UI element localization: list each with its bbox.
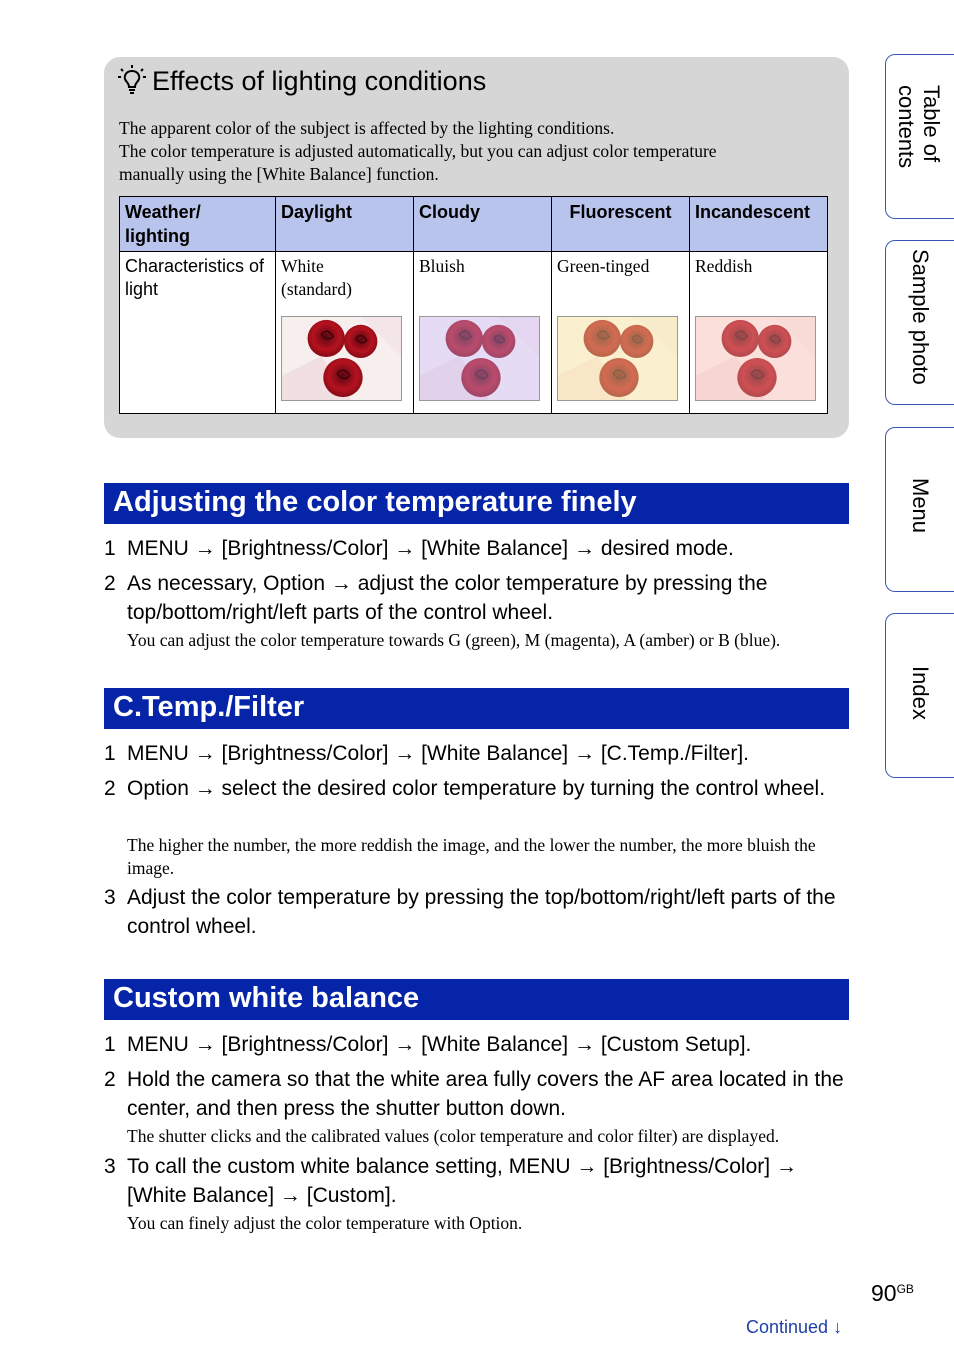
s2-step-1	[104, 739, 849, 768]
header-daylight: Daylight	[276, 197, 414, 252]
cell-cloudy-text: Bluish	[419, 256, 465, 276]
step-number: 2	[104, 777, 116, 800]
s2-step-2	[104, 774, 849, 803]
rose-photo-fluorescent	[557, 316, 678, 401]
tip-text	[119, 117, 819, 186]
cell-incandescent	[690, 252, 828, 414]
s1-note: You can adjust the color temperature towards G (green), M (magenta), A (amber) or B (blue).	[127, 630, 781, 650]
step-text: MENU → [Brightness/Color] → [White Balance] → [C.Temp./Filter].	[127, 742, 750, 765]
section-title-custom: Custom white balance	[104, 979, 849, 1020]
rose-photo-incandescent	[695, 316, 816, 401]
page-number-suffix: GB	[896, 1282, 914, 1296]
lighting-table	[119, 196, 828, 414]
s3-step-3	[104, 1152, 849, 1210]
step-text: MENU → [Brightness/Color] → [White Balance] → desired mode.	[127, 537, 734, 560]
step-number: 2	[104, 572, 116, 595]
rose-photo-cloudy	[419, 316, 540, 401]
tab-table-of-contents[interactable]	[885, 54, 954, 219]
s3-step-2	[104, 1065, 849, 1123]
header-fluorescent: Fluorescent	[552, 197, 690, 252]
step-text: As necessary, Option → adjust the color temperature by pressing the top/bottom/right/left parts of the control wheel.	[127, 572, 768, 624]
s3-note-3: You can finely adjust the color temperature with Option.	[127, 1213, 523, 1233]
tip-title-text: Effects of lighting conditions	[152, 65, 487, 96]
section-title-adjusting: Adjusting the color temperature finely	[104, 483, 849, 524]
header-cloudy: Cloudy	[414, 197, 552, 252]
row-label: Characteristics of light	[120, 252, 276, 414]
cell-fluorescent-text: Green-tinged	[557, 256, 650, 276]
s1-step-1	[104, 534, 849, 563]
s3-note-2: The shutter clicks and the calibrated values (color temperature and color filter) are displayed.	[127, 1126, 780, 1146]
lightbulb-icon	[118, 65, 146, 97]
tip-line-1: The apparent color of the subject is affected by the lighting conditions.	[119, 118, 615, 138]
table-header-row	[120, 197, 828, 252]
page-number	[871, 1280, 914, 1307]
tip-box	[104, 57, 849, 438]
tab-label: Sample photo	[908, 249, 933, 385]
tip-title	[118, 65, 486, 97]
step-text: Hold the camera so that the white area fully covers the AF area located in the center, and then press the shutter button down.	[127, 1068, 844, 1120]
step-number: 3	[104, 1155, 116, 1178]
s3-step-1	[104, 1030, 849, 1059]
table-row	[120, 252, 828, 414]
tab-label: Index	[908, 666, 933, 720]
tip-line-2: The color temperature is adjusted automatically, but you can adjust color temperature	[119, 141, 717, 161]
step-number: 1	[104, 1033, 116, 1056]
tip-line-3: manually using the [White Balance] function.	[119, 164, 439, 184]
s1-step-2	[104, 569, 849, 627]
tab-menu[interactable]	[885, 427, 954, 592]
header-incandescent: Incandescent	[690, 197, 828, 252]
cell-cloudy	[414, 252, 552, 414]
step-text: Adjust the color temperature by pressing the top/bottom/right/left parts of the control wheel.	[127, 886, 836, 938]
step-text: Option → select the desired color temperature by turning the control wheel.	[127, 777, 826, 800]
page-number-value: 90	[871, 1280, 897, 1306]
s2-step-3	[104, 883, 849, 941]
rose-photo-daylight	[281, 316, 402, 401]
cell-incandescent-text: Reddish	[695, 256, 753, 276]
step-number: 2	[104, 1068, 116, 1091]
tab-index[interactable]	[885, 613, 954, 778]
tab-label: Table of contents	[894, 85, 944, 169]
step-number: 1	[104, 742, 116, 765]
step-text: To call the custom white balance setting, MENU → [Brightness/Color] → [White Balance] → [Custom].	[127, 1155, 797, 1207]
continued-link[interactable]: Continued ↓	[746, 1317, 843, 1337]
step-number: 3	[104, 886, 116, 909]
s2-note: The higher the number, the more reddish the image, and the lower the number, the more bluish the image.	[127, 835, 816, 878]
cell-fluorescent	[552, 252, 690, 414]
section-title-ctemp: C.Temp./Filter	[104, 688, 849, 729]
step-text: MENU → [Brightness/Color] → [White Balance] → [Custom Setup].	[127, 1033, 752, 1056]
step-number: 1	[104, 537, 116, 560]
tab-label: Menu	[908, 478, 933, 534]
cell-daylight	[276, 252, 414, 414]
tab-sample-photo[interactable]	[885, 240, 954, 405]
header-weather: Weather/ lighting	[120, 197, 276, 252]
cell-daylight-text: White (standard)	[281, 256, 352, 299]
